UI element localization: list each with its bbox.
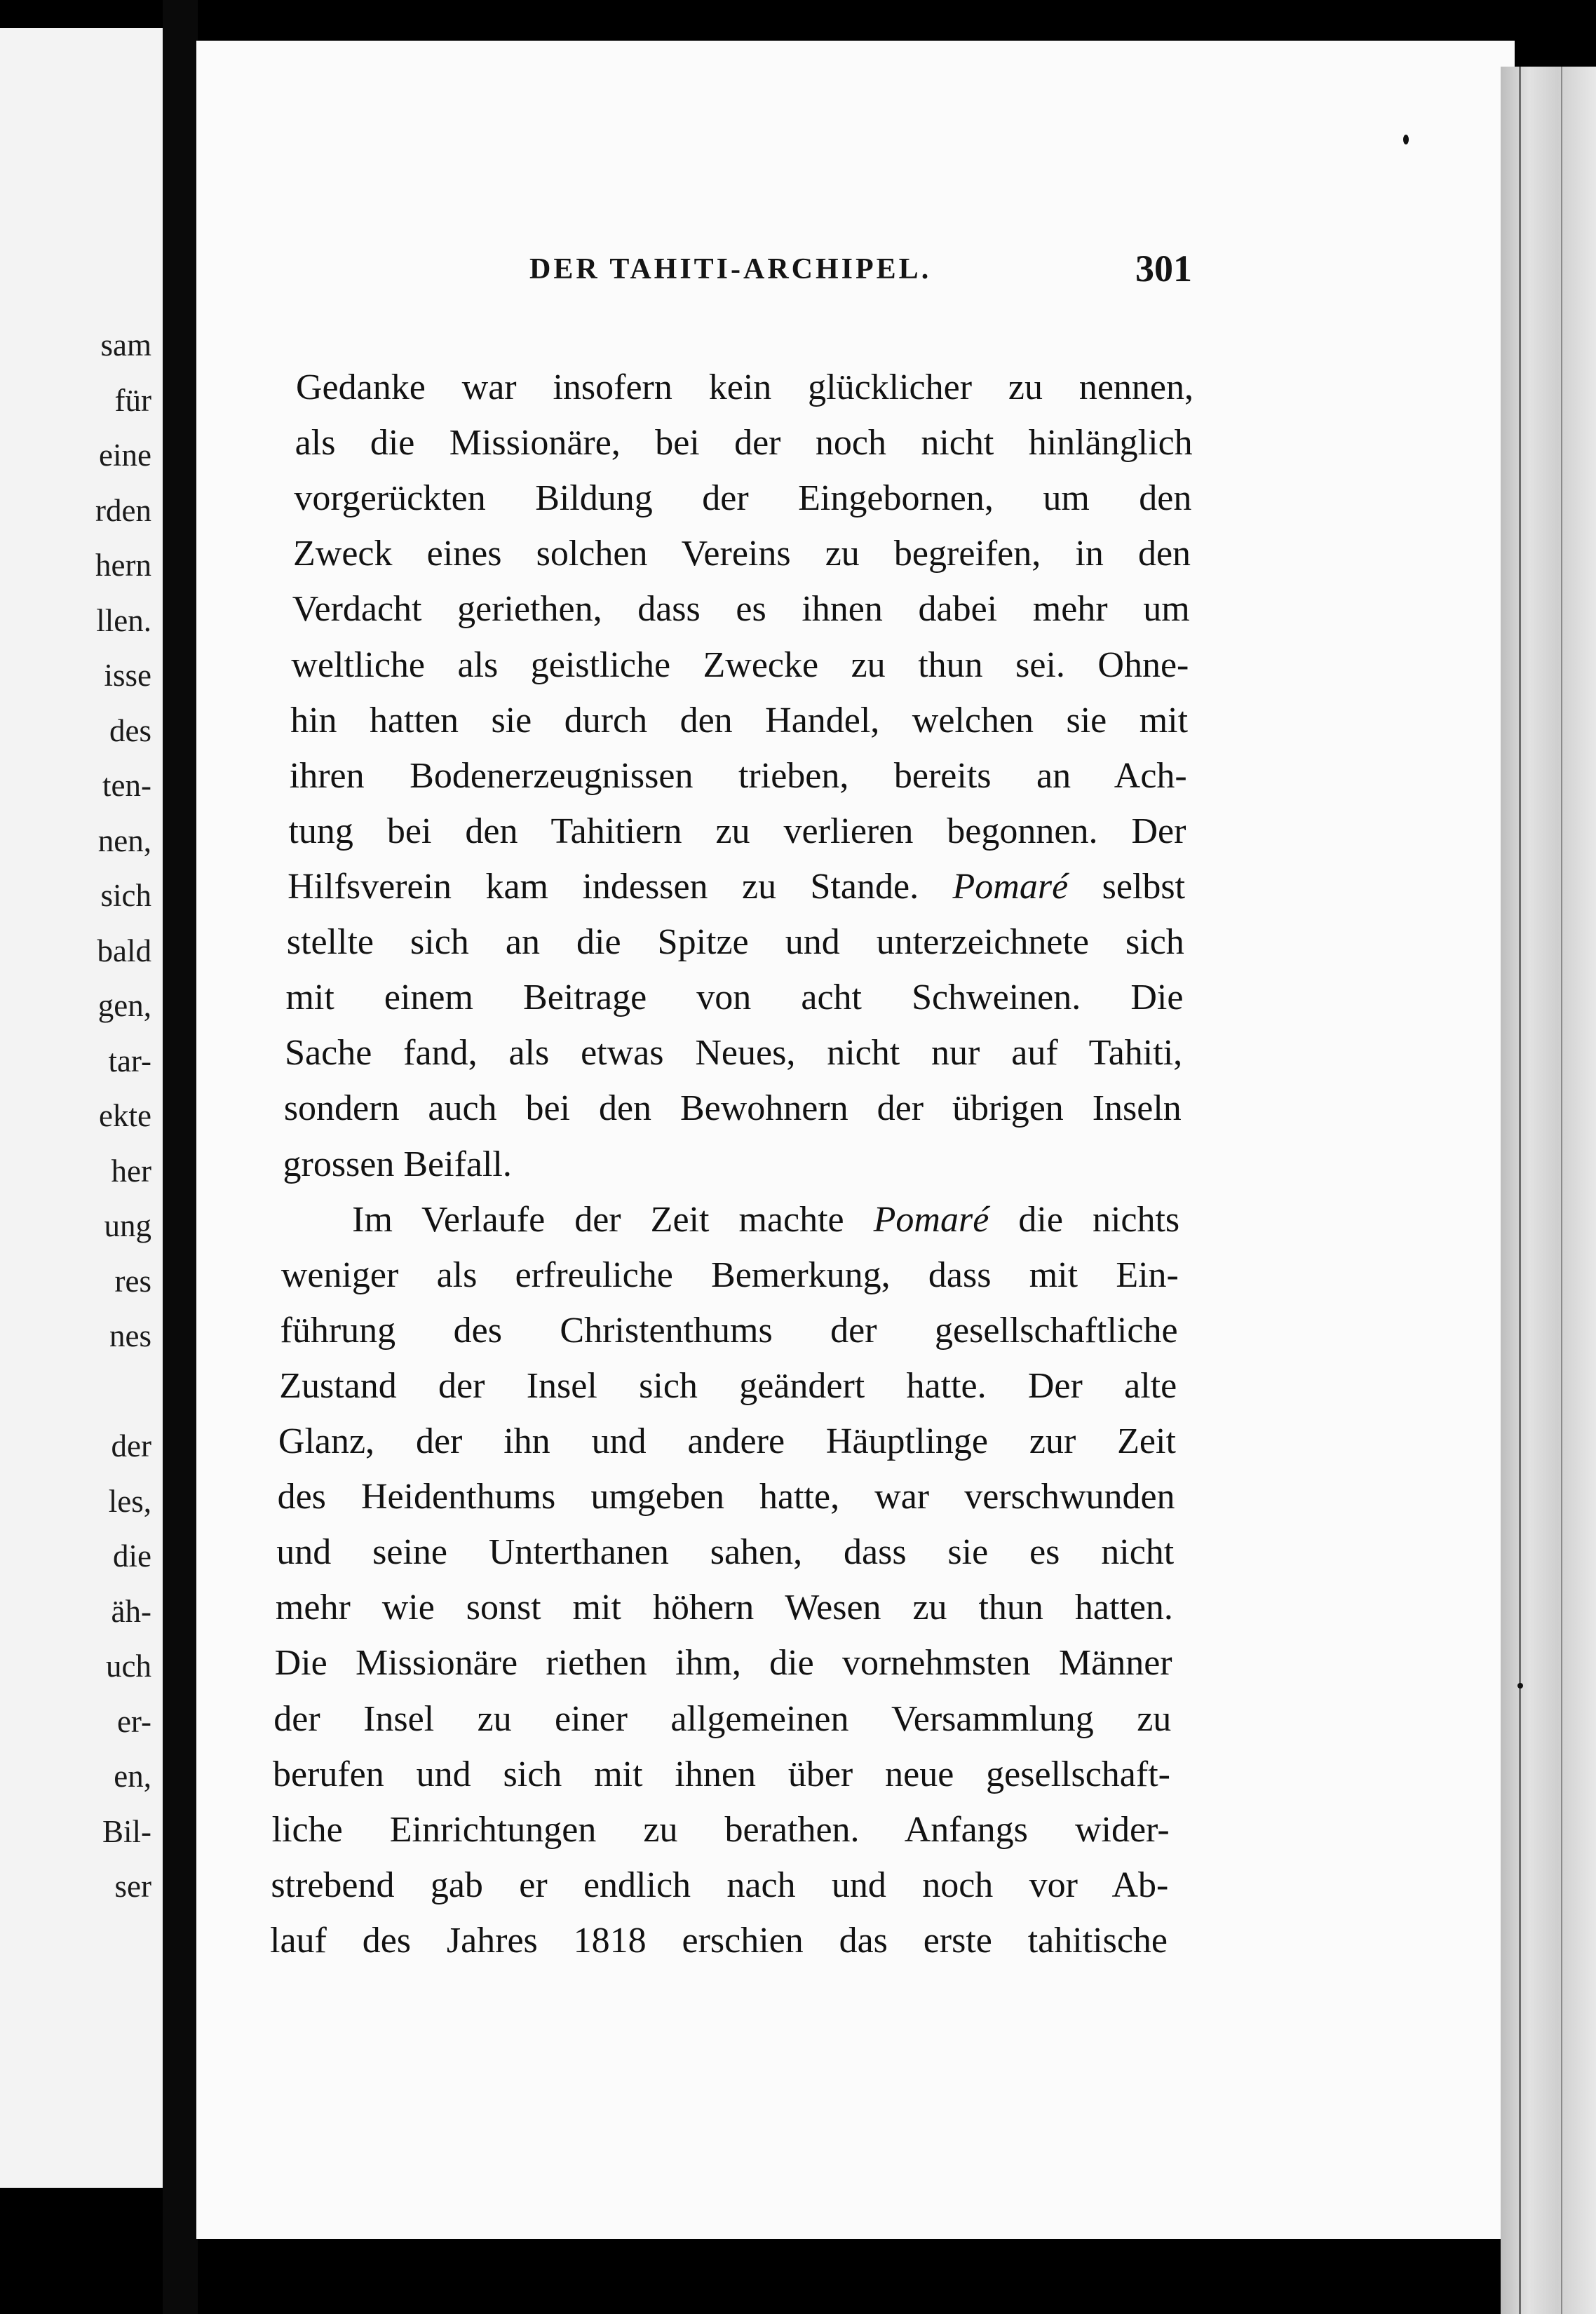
text-segment: hin hatten sie durch den Handel, welchen sie mit xyxy=(290,700,1189,740)
text-line xyxy=(280,1308,1178,1354)
text-line xyxy=(288,864,1185,910)
text-line xyxy=(281,1252,1179,1299)
running-head-title: DER TAHITI-ARCHIPEL. xyxy=(529,253,932,285)
text-line xyxy=(288,808,1186,855)
text-line xyxy=(285,1030,1182,1076)
text-segment: vorgerückten Bildung der Eingebornen, um den xyxy=(294,478,1192,519)
text-segment: mehr wie sonst mit höhern Wesen zu thun hatten. xyxy=(275,1588,1173,1628)
ink-speck xyxy=(1403,135,1409,144)
text-segment: stellte sich an die Spitze und unterzeichnete sich xyxy=(286,922,1184,963)
ink-speck xyxy=(1517,1683,1523,1689)
text-line xyxy=(292,586,1190,632)
left-page-line-fragment: her xyxy=(111,1153,151,1189)
italic-name: Pomaré xyxy=(952,866,1069,907)
text-segment: führung des Christenthums der gesellschaftliche xyxy=(280,1310,1178,1351)
left-page-line-fragment: für xyxy=(114,382,151,418)
page-number: 301 xyxy=(1135,248,1192,290)
left-page-line-fragment: äh- xyxy=(111,1593,151,1629)
left-page-line-fragment: der xyxy=(111,1428,151,1463)
text-segment: Im Verlaufe der Zeit machte xyxy=(352,1199,874,1240)
left-page-line-fragment: res xyxy=(114,1263,151,1299)
left-page-line-fragment: er- xyxy=(116,1703,151,1739)
text-line xyxy=(283,1142,1181,1188)
text-line xyxy=(273,1752,1170,1798)
text-segment: mit einem Beitrage von acht Schweinen. Die xyxy=(285,977,1184,1018)
left-page-line-fragment: ser xyxy=(114,1869,151,1904)
left-page-line-fragment: eine xyxy=(99,438,151,473)
left-page-line-fragment: hern xyxy=(95,548,151,583)
text-line xyxy=(290,698,1188,744)
left-page-line-fragment: tar- xyxy=(108,1043,151,1078)
text-line xyxy=(285,975,1183,1021)
text-line xyxy=(293,531,1191,577)
left-page-line-fragment: ekte xyxy=(99,1098,151,1133)
left-page-line-fragment: die xyxy=(113,1538,151,1574)
left-page-line-fragment: nes xyxy=(109,1318,151,1353)
text-line xyxy=(278,1474,1175,1520)
text-segment: als die Missionäre, bei der noch nicht hinlänglich xyxy=(295,423,1193,464)
text-segment: selbst xyxy=(1068,866,1186,907)
text-segment: die nichts xyxy=(989,1199,1180,1240)
text-line xyxy=(287,919,1184,966)
text-line xyxy=(294,475,1191,522)
text-segment: weniger als erfreuliche Bemerkung, dass mit Ein- xyxy=(280,1254,1179,1295)
text-segment: sondern auch bei den Bewohnern der übrigen Inseln xyxy=(283,1088,1182,1129)
text-segment: ihren Bodenerzeugnissen trieben, bereits an Ach- xyxy=(289,755,1187,796)
text-line xyxy=(270,1918,1168,1964)
text-segment: lauf des Jahres 1818 erschien das erste tahitische xyxy=(270,1921,1168,1961)
text-segment: Zweck eines solchen Vereins zu begreifen, in den xyxy=(293,534,1191,574)
text-line xyxy=(276,1529,1174,1576)
text-line xyxy=(290,753,1187,799)
left-page-line-fragment: les, xyxy=(108,1483,151,1519)
text-line xyxy=(276,1585,1173,1631)
left-page-line-fragment: bald xyxy=(97,933,151,968)
text-line xyxy=(279,1363,1177,1409)
text-line xyxy=(278,1419,1176,1465)
left-page-line-fragment: sam xyxy=(100,327,151,363)
left-page-line-fragment: isse xyxy=(104,658,151,693)
text-segment: weltliche als geistliche Zwecke zu thun sei. Ohne- xyxy=(291,644,1189,685)
text-segment: berufen und sich mit ihnen über neue gesellschaft- xyxy=(272,1754,1170,1794)
text-segment: Glanz, der ihn und andere Häuptlinge zur Zeit xyxy=(278,1421,1176,1462)
text-segment: Zustand der Insel sich geändert hatte. Der alte xyxy=(279,1365,1177,1406)
text-segment: und seine Unterthanen sahen, dass sie es nicht xyxy=(276,1532,1175,1573)
text-line xyxy=(295,420,1193,466)
text-segment: strebend gab er endlich nach und noch vor Ab- xyxy=(271,1865,1169,1905)
text-line xyxy=(271,1862,1168,1909)
text-segment: Die Missionäre riethen ihm, die vornehmsten Männer xyxy=(274,1643,1172,1684)
left-page-line-fragment: rden xyxy=(95,492,151,528)
text-segment: Hilfsverein kam indessen zu Stande. xyxy=(288,866,953,907)
text-line xyxy=(273,1696,1171,1743)
left-page-line-fragment: des xyxy=(109,712,151,748)
left-page-line-fragment: uch xyxy=(106,1649,151,1684)
text-line xyxy=(284,1085,1182,1132)
text-segment: Gedanke war insofern kein glücklicher zu nennen, xyxy=(296,367,1193,407)
text-line xyxy=(291,642,1189,689)
left-page-line-fragment: ten- xyxy=(102,768,151,803)
text-segment: tung bei den Tahitiern zu verlieren begonnen. Der xyxy=(288,811,1186,851)
text-segment: des Heidenthums umgeben hatte, war verschwunden xyxy=(277,1477,1175,1517)
text-segment: Verdacht geriethen, dass es ihnen dabei mehr um xyxy=(292,589,1190,630)
left-page-line-fragment: gen, xyxy=(97,988,151,1023)
text-segment: der Insel zu einer allgemeinen Versammlung zu xyxy=(273,1698,1172,1739)
left-page-line-fragment: nen, xyxy=(97,823,151,858)
text-line xyxy=(275,1640,1172,1686)
text-line xyxy=(296,365,1193,411)
left-page-line-fragment: en, xyxy=(114,1759,151,1794)
text-segment: Sache fand, als etwas Neues, nicht nur auf Tahiti, xyxy=(285,1033,1183,1074)
text-line xyxy=(282,1197,1179,1243)
left-page-line-fragment: sich xyxy=(100,878,151,913)
text-segment: liche Einrichtungen zu berathen. Anfangs wider- xyxy=(271,1809,1170,1850)
text-line xyxy=(272,1807,1170,1853)
left-page-line-fragment: ung xyxy=(104,1208,151,1243)
text-segment: grossen Beifall. xyxy=(283,1144,512,1184)
left-page-line-fragment: Bil- xyxy=(102,1813,151,1849)
italic-name: Pomaré xyxy=(873,1199,989,1240)
left-page-line-fragment: llen. xyxy=(96,602,151,638)
